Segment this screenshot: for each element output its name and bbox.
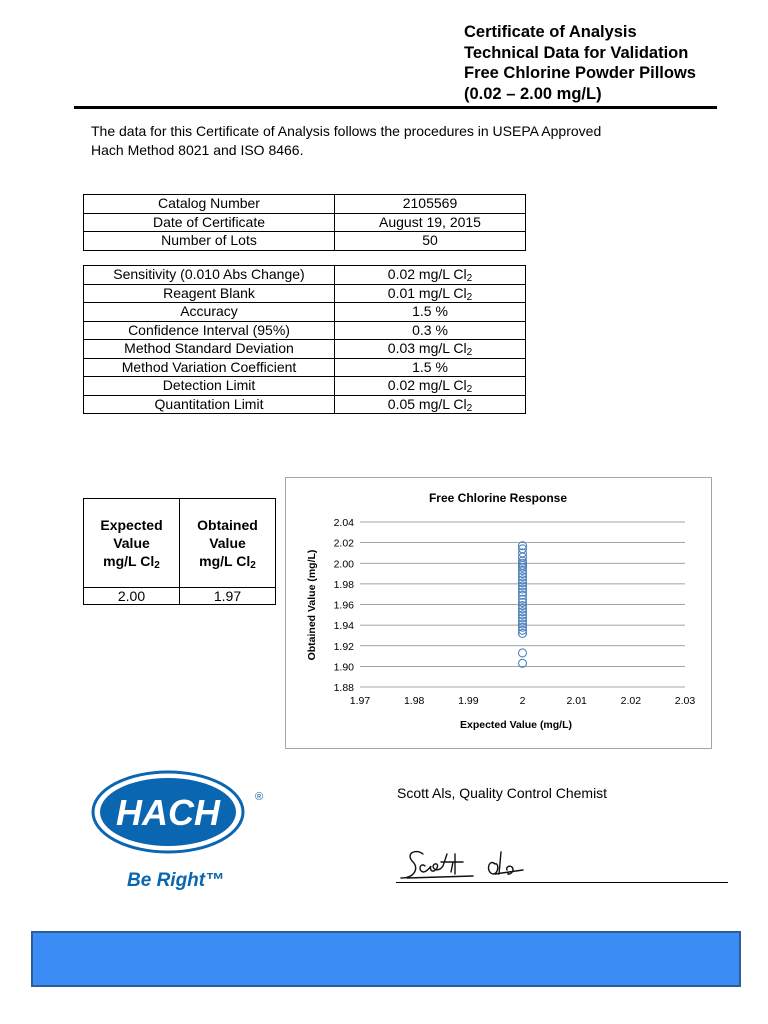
table-row	[84, 395, 526, 414]
title-line: Technical Data for Validation	[464, 43, 689, 62]
signature-line	[396, 882, 728, 883]
stat-label: Confidence Interval (95%)	[84, 321, 335, 340]
table-row	[84, 232, 526, 251]
table-row	[84, 321, 526, 340]
stat-value: 0.01 mg/L $Cl_2$	[335, 284, 526, 303]
title-divider	[74, 106, 717, 109]
stat-label: Quantitation Limit	[84, 395, 335, 414]
info-label: Date of Certificate	[84, 213, 335, 232]
table-header-row	[84, 499, 276, 588]
chart-svg	[286, 478, 711, 748]
table-row	[84, 588, 276, 605]
y-tick-label: 2.00	[333, 558, 354, 571]
expected-value: 2.00	[84, 588, 180, 605]
title-line: Certificate of Analysis	[464, 23, 637, 41]
stat-label: Reagent Blank	[84, 284, 335, 303]
title-line: (0.02 – 2.00 mg/L)	[464, 84, 602, 103]
y-axis-label: Obtained Value (mg/L)	[306, 549, 318, 661]
stat-value: 0.05 mg/L $Cl_2$	[335, 395, 526, 414]
logo-tagline: Be Right™	[127, 870, 225, 891]
table-row	[84, 340, 526, 359]
info-label: Catalog Number	[84, 195, 335, 214]
stat-label: Sensitivity (0.010 Abs Change)	[84, 266, 335, 285]
hach-logo	[90, 770, 270, 895]
stat-value: 0.02 mg/L $Cl_2$	[335, 266, 526, 285]
y-tick-label: 1.94	[333, 620, 354, 633]
table-row	[84, 377, 526, 396]
x-tick-label: 2.02	[620, 695, 642, 707]
table-row	[84, 195, 526, 214]
stat-label: Accuracy	[84, 303, 335, 322]
intro-paragraph	[91, 122, 691, 159]
x-tick-label: 2	[519, 695, 526, 707]
y-tick-label: 1.98	[333, 578, 354, 591]
table-row	[84, 213, 526, 232]
stat-label: Method Variation Coefficient	[84, 358, 335, 377]
y-tick-label: 2.02	[333, 537, 354, 550]
info-value: 2105569	[335, 195, 526, 214]
info-label: Number of Lots	[84, 232, 335, 251]
title-line: Free Chlorine Powder Pillows	[464, 64, 696, 82]
info-value: 50	[335, 232, 526, 251]
stat-value: 1.5 %	[335, 303, 526, 322]
free-chlorine-response-chart	[285, 477, 712, 749]
table-row	[84, 303, 526, 322]
y-tick-label: 1.96	[333, 599, 354, 612]
x-tick-label: 2.03	[674, 695, 696, 707]
y-tick-label: 1.92	[333, 640, 354, 653]
method-stats-table	[83, 265, 526, 414]
expected-obtained-table	[83, 498, 276, 605]
expected-header: Expected Value mg/L $Cl_2$	[84, 499, 180, 588]
obtained-value: 1.97	[180, 588, 276, 605]
stat-value: 0.03 mg/L $Cl_2$	[335, 340, 526, 359]
stat-value: 0.02 mg/L $Cl_2$	[335, 377, 526, 396]
x-axis-label: Expected Value (mg/L)	[459, 719, 573, 731]
y-tick-label: 1.88	[333, 682, 354, 694]
y-tick-label: 2.04	[333, 517, 354, 529]
logo-brand-text: HACH	[116, 792, 220, 833]
footer-bar	[31, 931, 741, 987]
stat-label: Method Standard Deviation	[84, 340, 335, 359]
info-value: August 19, 2015	[335, 213, 526, 232]
intro-line: The data for this Certificate of Analysis follows the procedures in USEPA Approved	[91, 123, 602, 139]
certificate-title	[464, 22, 754, 104]
stat-label: Detection Limit	[84, 377, 335, 396]
x-tick-label: 1.99	[458, 695, 479, 707]
signer-name: Scott Als, Quality Control Chemist	[397, 785, 608, 801]
x-tick-label: 2.01	[566, 695, 587, 707]
stat-value: 0.3 %	[335, 321, 526, 340]
chart-title: Free Chlorine Response	[428, 491, 568, 505]
obtained-header: Obtained Value mg/L $Cl_2$	[180, 499, 276, 588]
table-row	[84, 266, 526, 285]
registered-mark: ®	[254, 791, 264, 803]
x-tick-label: 1.97	[349, 695, 371, 707]
x-tick-label: 1.98	[403, 695, 425, 707]
data-point	[519, 649, 527, 657]
catalog-info-table	[83, 194, 526, 251]
stat-value: 1.5 %	[335, 358, 526, 377]
intro-line: Hach Method 8021 and ISO 8466.	[91, 141, 304, 158]
table-row	[84, 358, 526, 377]
table-row	[84, 284, 526, 303]
y-tick-label: 1.90	[333, 661, 354, 674]
